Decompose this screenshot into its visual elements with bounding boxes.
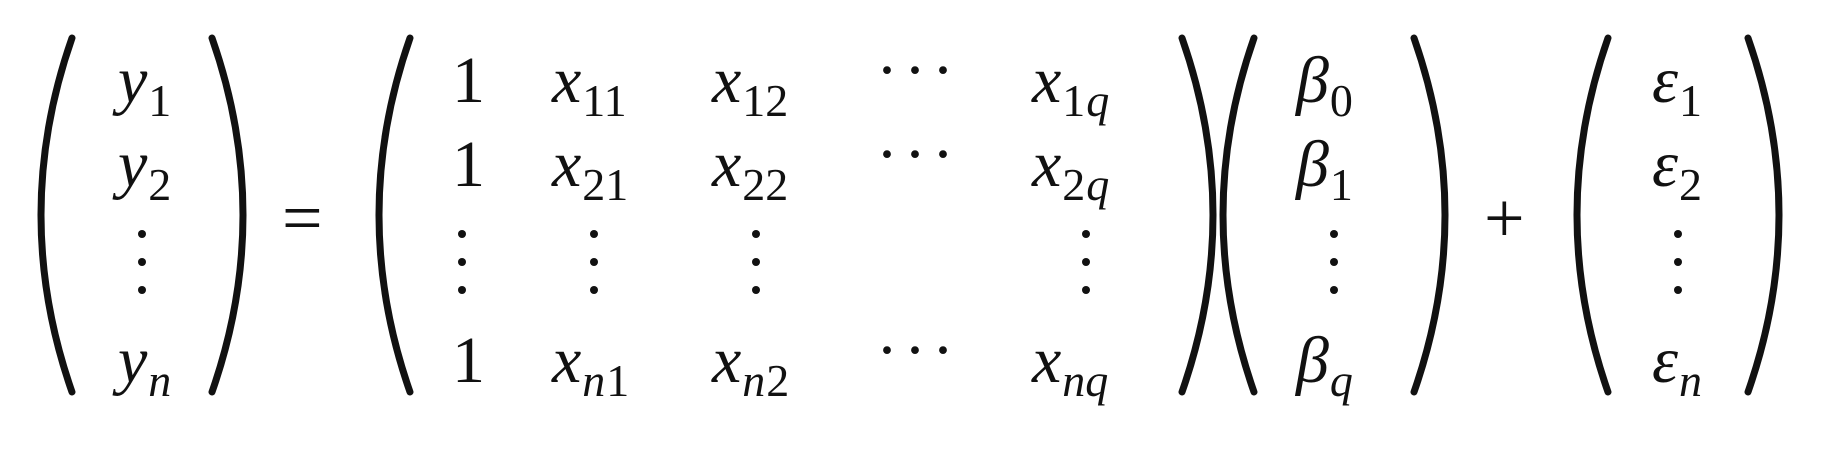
lhs-left-paren [41, 38, 72, 392]
error-entry: $\varepsilon_1$ [1652, 44, 1703, 126]
beta-left-paren [1223, 38, 1254, 392]
design-entry: $x_{12}$ [712, 44, 789, 126]
beta-vertical-ellipsis [1330, 230, 1338, 330]
design-entry: $x_{21}$ [552, 128, 629, 210]
plus-sign: + [1484, 178, 1525, 258]
beta-entry: $\beta_1$ [1296, 128, 1353, 210]
beta-entry: $\beta_0$ [1296, 44, 1353, 126]
error-vertical-ellipsis [1674, 230, 1682, 330]
lhs-entry: $y_1$ [118, 44, 172, 126]
lhs-entry: $y_2$ [118, 128, 172, 210]
design-one: 1 [452, 324, 485, 397]
lhs-vertical-ellipsis [138, 230, 146, 330]
error-entry: $\varepsilon_2$ [1652, 128, 1703, 210]
design-vertical-ellipsis [752, 230, 760, 330]
design-entry: $x_{nq}$ [1032, 324, 1109, 406]
lhs-right-paren [212, 38, 243, 392]
design-entry: $x_{n1}$ [552, 324, 630, 406]
beta-entry: $\beta_q$ [1296, 324, 1353, 406]
design-vertical-ellipsis [590, 230, 598, 330]
horizontal-ellipsis: ··· [876, 118, 960, 191]
beta-right-paren [1414, 38, 1445, 392]
design-entry: $x_{11}$ [552, 44, 627, 126]
design-entry: $x_{2q}$ [1032, 128, 1110, 210]
design-one: 1 [452, 128, 485, 201]
design-entry: $x_{22}$ [712, 128, 789, 210]
errors-left-paren [1577, 38, 1608, 392]
horizontal-ellipsis: ··· [876, 34, 960, 107]
equals-sign: = [282, 178, 323, 258]
horizontal-ellipsis: ··· [876, 314, 960, 387]
design-entry: $x_{1q}$ [1032, 44, 1110, 126]
error-entry: $\varepsilon_n$ [1652, 324, 1703, 406]
lhs-entry: $y_n$ [118, 324, 172, 406]
design-entry: $x_{n2}$ [712, 324, 790, 406]
design-vertical-ellipsis [1082, 230, 1090, 330]
design-vertical-ellipsis [458, 230, 466, 330]
design-one: 1 [452, 44, 485, 117]
design-left-paren [379, 38, 410, 392]
errors-right-paren [1748, 38, 1779, 392]
design-right-paren [1182, 38, 1213, 392]
